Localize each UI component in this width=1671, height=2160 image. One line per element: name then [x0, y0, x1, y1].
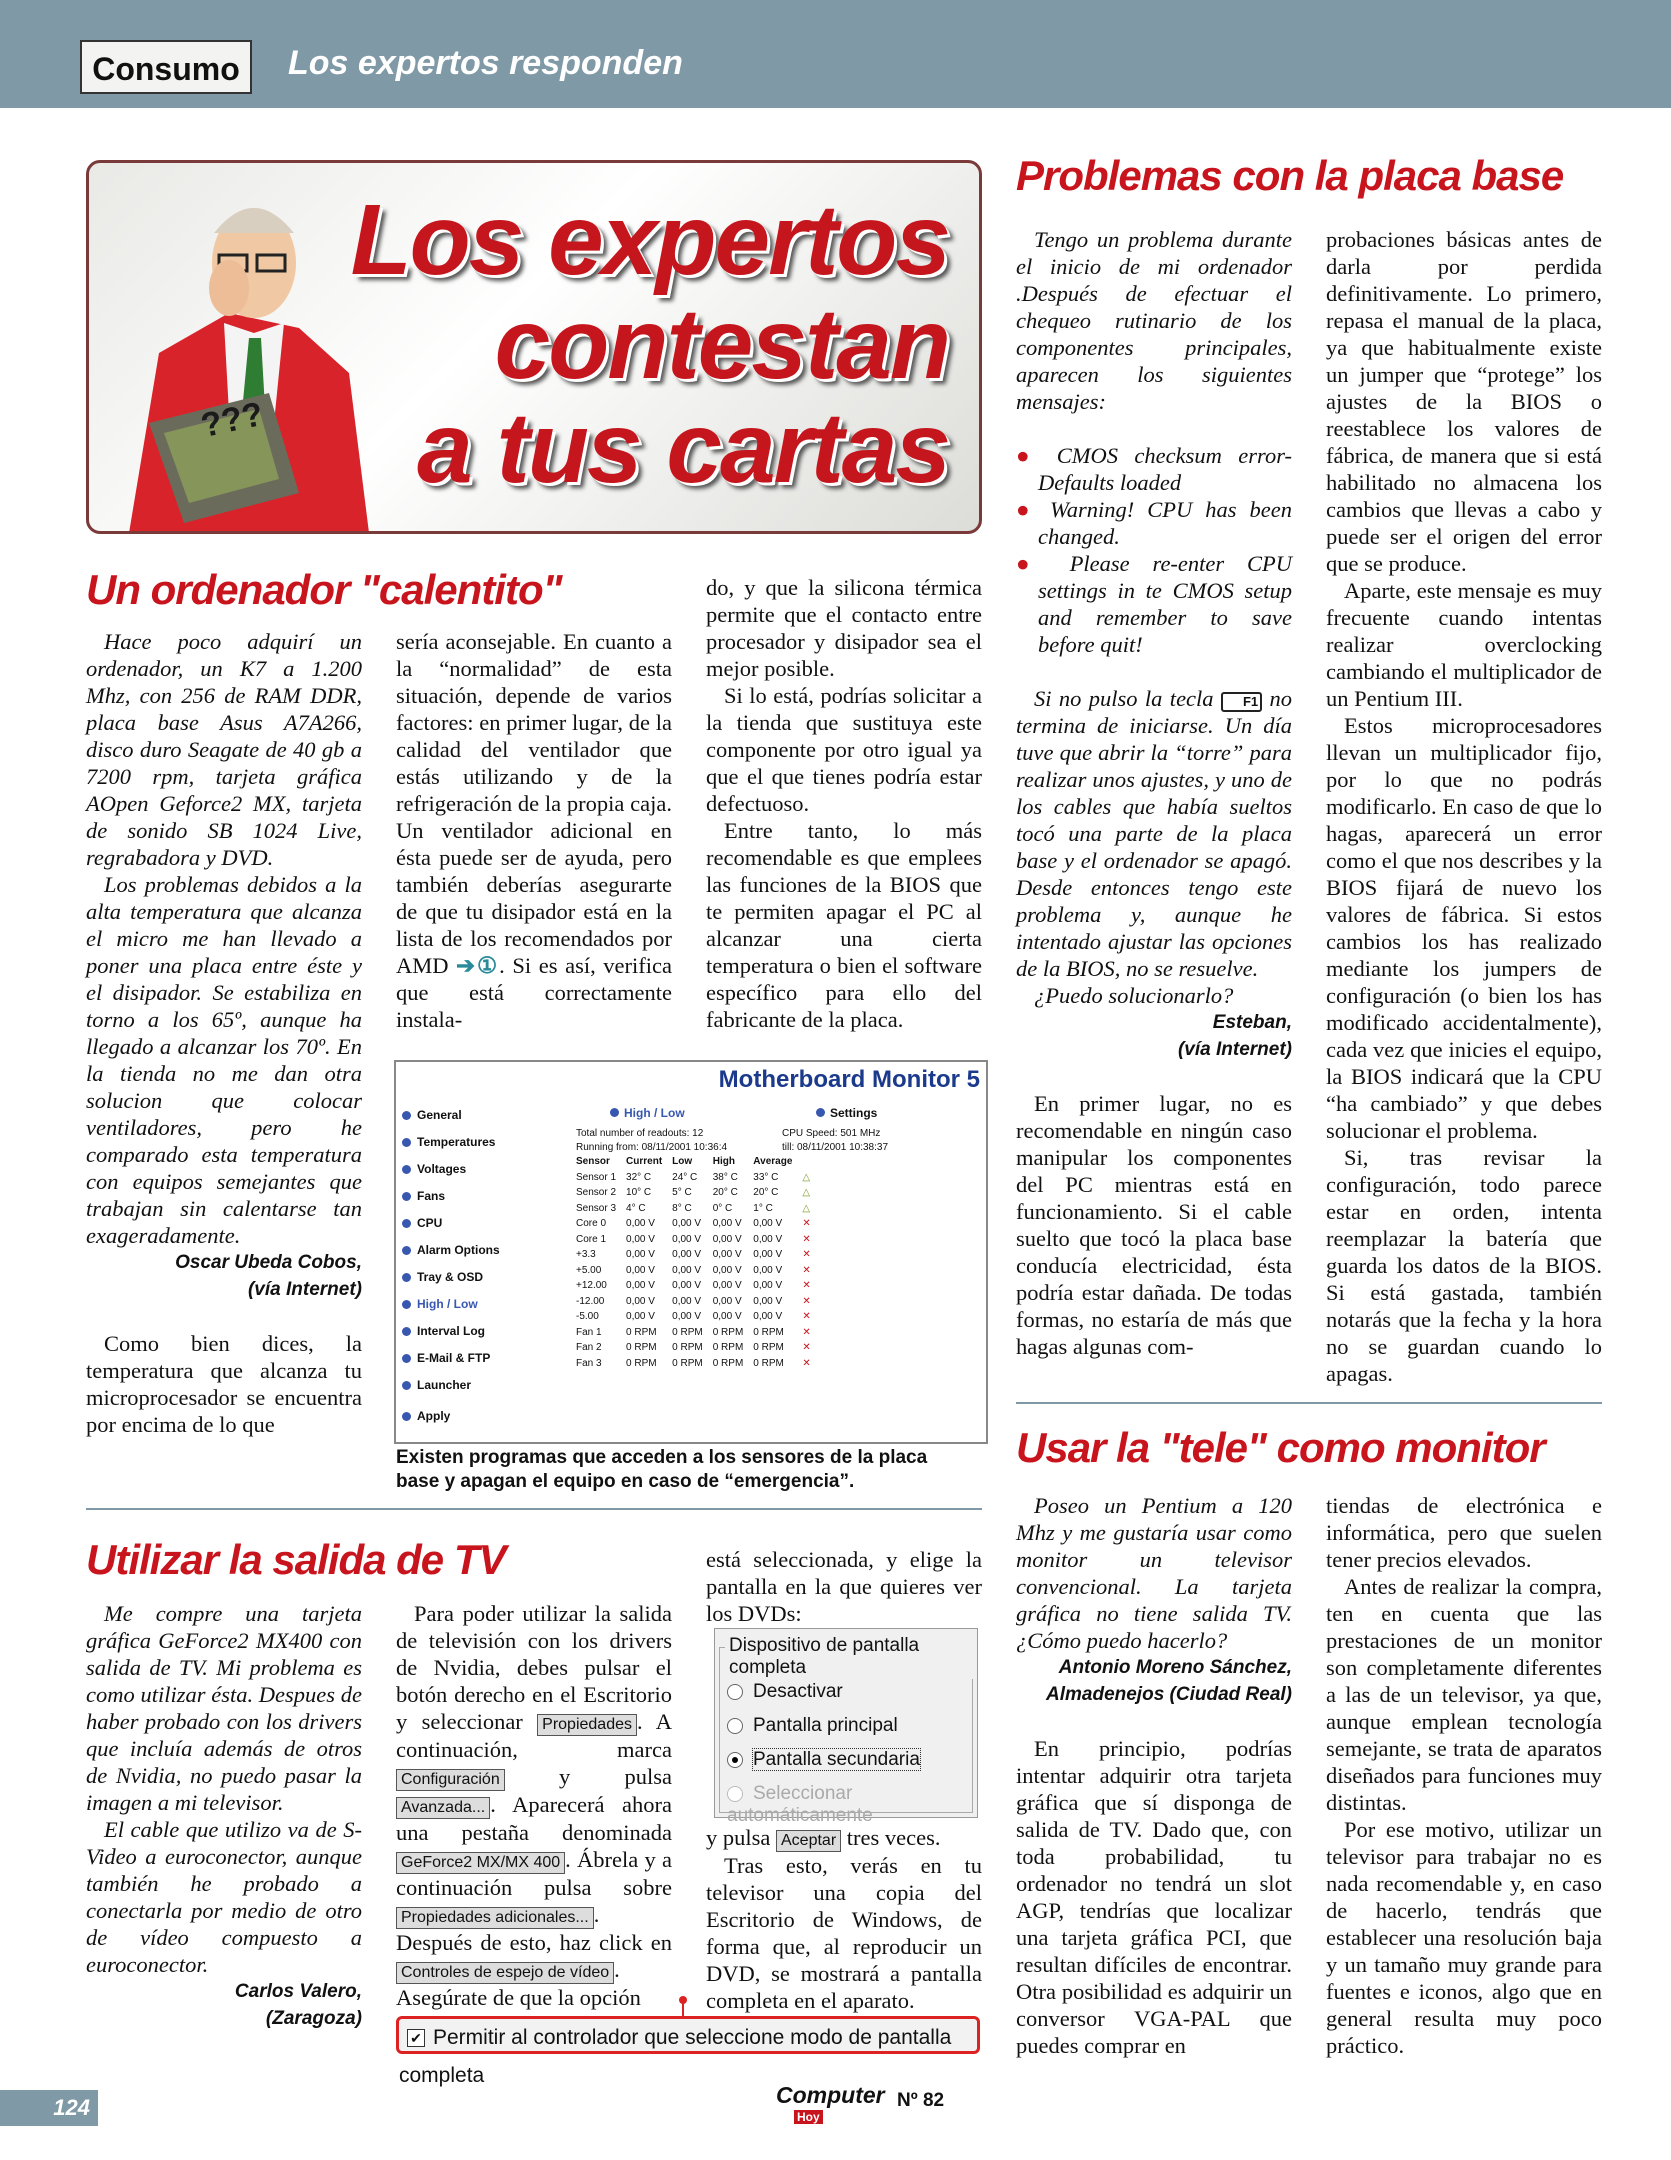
article3-letter-p1: Tengo un problema durante el inicio de mi ordenador .Después de efectuar el chequeo rutinario de los componentes principales, aparecen los siguientes mensajes:: [1016, 227, 1292, 414]
mbm-menu: [402, 1102, 500, 1430]
article1-title: Un ordenador "calentito": [86, 566, 562, 613]
configuracion-tab[interactable]: Configuración: [396, 1769, 505, 1791]
mbm-table-cell: 0 RPM: [672, 1342, 703, 1354]
article1-col3: [706, 574, 982, 1033]
mbm-table-cell: 0,00 V: [753, 1233, 783, 1245]
mbm-table-cell: 0,00 V: [672, 1233, 702, 1245]
mbm-table-cell: Sensor 3: [576, 1202, 617, 1214]
article3-answer-c1: En primer lugar, no es recomendable en ningún caso manipular los componentes del PC mientras está en funcionamiento. Si el cable suelto que tocó la placa base conducía electricidad, ésta podría estar dañada. De todas formas, no estaría de más que hagas algunas com-: [1016, 1091, 1292, 1359]
radio-pantalla-secundaria[interactable]: Pantalla secundaria: [727, 1749, 920, 1771]
mbm-table-cell: 0,00 V: [626, 1280, 655, 1292]
mbm-table-cell: 0 RPM: [712, 1342, 744, 1354]
article1-signature-place: (vía Internet): [247, 1279, 362, 1300]
mbm-menu-item[interactable]: Interval Log: [402, 1318, 500, 1345]
article1-answer-c3b: Si lo está, podrías solicitar a la tienda que sustituya este componente por otro igual ya que el que tienes podría estar defectuoso.: [706, 683, 982, 816]
mbm-column-header: Current: [626, 1156, 663, 1168]
magazine-logo: Computer: [776, 2082, 885, 2108]
banner: [86, 160, 982, 534]
mbm-table-cell: +12.00: [576, 1280, 607, 1292]
mbm-table-row: [576, 1201, 821, 1217]
radio-desactivar[interactable]: Desactivar: [727, 1681, 843, 1703]
mbm-menu-item[interactable]: Temperatures: [402, 1129, 500, 1156]
mbm-table-cell: 32° C: [626, 1171, 652, 1183]
article3-answer-c2b: Aparte, este mensaje es muy frecuente cuando intentas realizar overclocking cambiando el multiplicador de un Pentium III.: [1326, 578, 1602, 711]
mbm-table-row: [576, 1232, 821, 1248]
article4-letter: Poseo un Pentium a 120 Mhz y me gustaría usar como monitor un televisor convencional. La tarjeta gráfica no tiene salida TV. ¿Cómo puedo hacerlo?: [1016, 1493, 1292, 1653]
allow-driver-checkbox-bar[interactable]: [396, 2016, 980, 2087]
mbm-table-cell: 0,00 V: [753, 1264, 783, 1276]
mbm-table-row: [576, 1294, 821, 1310]
article4-answer-c1: En principio, podrías intentar adquirir otra tarjeta gráfica que sí disponga de salida de TV. Dado que, con toda probabilidad, tu ordenador no tendrá un slot AGP, tendrías que localizar una tarjeta gráfica PCI, que resultan difíciles de encontrar. Otra posibilidad es adquirir un conversor VGA-PAL que puedes comprar en: [1016, 1736, 1292, 2058]
article3-answer-c2d: Si, tras revisar la configuración, todo parece estar en orden, intenta reemplazar la batería que guarda los datos de la BIOS. Si está gastada, también notarás que la fecha y la hora no se guardan cuando lo apagas.: [1326, 1145, 1602, 1386]
alarm-icon: ✕: [802, 1249, 811, 1261]
banner-line-3: a tus cartas: [417, 392, 949, 504]
mbm-table-cell: Sensor 2: [576, 1187, 617, 1199]
article1-col1: [86, 628, 362, 1438]
mbm-table-cell: Core 0: [576, 1218, 607, 1230]
alarm-icon: ✕: [802, 1295, 811, 1307]
controles-espejo-button[interactable]: Controles de espejo de vídeo: [396, 1962, 614, 1984]
mbm-table-cell: 0,00 V: [672, 1280, 702, 1292]
alarm-icon: ✕: [802, 1280, 811, 1292]
warning-triangle-icon: △: [802, 1187, 811, 1199]
mbm-title: Motherboard Monitor 5: [718, 1066, 980, 1093]
checkbox-icon[interactable]: ✔: [407, 2029, 425, 2047]
article3-answer-c2c: Estos microprocesadores llevan un multiplicador fijo, por lo que no podrás modificarlo. En caso de que lo hagas, aparecerá un error como el que nos describes y la BIOS fijará de nuevo los valores de fábrica. Si estos cambios los has realizado mediante los jumpers de configuración (o bien los has modificado accidentalmente), cada vez que inicies el equipo, la BIOS indicará que la CPU “ha cambiado” y que debes solucionar el problema.: [1326, 713, 1602, 1143]
article3-bullets: [1016, 442, 1292, 658]
mbm-table-cell: 0,00 V: [626, 1249, 655, 1261]
mbm-table-row: [576, 1263, 821, 1279]
mbm-table-cell: 0,00 V: [753, 1280, 783, 1292]
article4-col1: [1016, 1492, 1292, 2059]
propiedades-button[interactable]: Propiedades: [537, 1714, 637, 1736]
dialog-legend: Dispositivo de pantalla completa: [725, 1635, 977, 1679]
mbm-table-cell: 0,00 V: [626, 1233, 655, 1245]
alarm-icon: ✕: [802, 1326, 811, 1338]
article1-answer-c2a: sería aconsejable. En cuanto a la “normalidad” de esta situación, depende de varios factores: en primer lugar, de la calidad del ventilador que estás utilizando y de la refrigeración de la propia caja. Un ventilador adicional en ésta puede ser de ayuda, pero también deberías asegurarte de que tu disipador está en la lista de los recomendados por AMD: [396, 629, 672, 978]
alarm-icon: ✕: [802, 1218, 811, 1230]
article3-answer-c2a: probaciones básicas antes de darla por perdida definitivamente. Lo primero, repasa el manual de la placa, ya que habitualmente existe un jumper que “protege” los ajustes de la BIOS o reestablece los valores de fábrica, de manera que si está habilitado no almacena los cambios que llevas a cabo y puede ser el origen del error que se produce.: [1326, 227, 1602, 576]
mbm-menu-item[interactable]: Tray & OSD: [402, 1264, 500, 1291]
mbm-table-cell: 0,00 V: [712, 1264, 742, 1276]
article1-signature-name: Oscar Ubeda Cobos,: [175, 1252, 362, 1273]
reference-arrow-icon: ➔①: [456, 953, 500, 978]
article1-answer-c3a: do, y que la silicona térmica permite que el contacto entre procesador y disipador sea el mejor posible.: [706, 575, 982, 681]
mbm-sensor-table: [576, 1154, 821, 1371]
mbm-caption: Existen programas que acceden a los sensores de la placa base y apagan el equipo en caso de “emergencia”.: [396, 1447, 928, 1492]
mbm-table-header: [576, 1154, 821, 1170]
mbm-table-cell: 0,00 V: [753, 1218, 783, 1230]
article1-answer-c3c: Entre tanto, lo más recomendable es que emplees las funciones de la BIOS que te permiten apagar el PC al alcanzar una cierta temperatura o bien el software específico para ello del fabricante de la placa.: [706, 818, 982, 1032]
mbm-table-cell: -12.00: [576, 1295, 605, 1307]
article4-signature-name: Antonio Moreno Sánchez,: [1058, 1657, 1292, 1678]
mbm-menu-item[interactable]: High / Low: [402, 1291, 500, 1318]
mbm-menu-item[interactable]: E-Mail & FTP: [402, 1345, 500, 1372]
mbm-table-cell: 0 RPM: [626, 1357, 657, 1369]
alarm-icon: ✕: [802, 1233, 811, 1245]
mbm-table-row: [576, 1170, 821, 1186]
radio-pantalla-principal[interactable]: Pantalla principal: [727, 1715, 898, 1737]
mbm-till: till: 08/11/2001 10:38:37: [782, 1142, 889, 1153]
mbm-table-cell: 0,00 V: [626, 1295, 655, 1307]
article2-title: Utilizar la salida de TV: [86, 1536, 506, 1583]
article3-col2: [1326, 226, 1602, 1387]
mbm-table-cell: 20° C: [712, 1187, 738, 1199]
geforce-tab[interactable]: GeForce2 MX/MX 400: [396, 1852, 565, 1874]
mbm-table-cell: Fan 3: [576, 1357, 602, 1369]
article2-letter-p2: El cable que utilizo va de S-Video a euroconector, aunque también he probado a conectarla por medio de otro de vídeo compuesto a euroconector.: [86, 1817, 362, 1977]
mbm-table-cell: Sensor 1: [576, 1171, 617, 1183]
mbm-cpu-speed: CPU Speed: 501 MHz: [782, 1128, 881, 1139]
mbm-table-cell: 0,00 V: [712, 1280, 742, 1292]
article3-title: Problemas con la placa base: [1016, 152, 1564, 199]
page-number: 124: [0, 2090, 98, 2126]
mbm-table-cell: 8° C: [672, 1202, 692, 1214]
propiedades-adicionales-button[interactable]: Propiedades adicionales...: [396, 1907, 594, 1929]
article4-answer-c2c: Por ese motivo, utilizar un televisor para trabajar no es nada recomendable y, en caso de hacerlo, tendrás que establecer una resolución baja y un tamaño muy grande para fuentes e iconos, algo que en general resulta muy poco práctico.: [1326, 1817, 1602, 2058]
mbm-table-cell: +3.3: [576, 1249, 596, 1261]
article4-answer-c2a: tiendas de electrónica e informática, pero que suelen tener precios elevados.: [1326, 1493, 1602, 1572]
mbm-table-row: [576, 1185, 821, 1201]
mbm-table-cell: 0,00 V: [672, 1218, 702, 1230]
mbm-menu-item[interactable]: Launcher: [402, 1372, 500, 1399]
article1-letter-p2: Los problemas debidos a la alta temperatura que alcanza el micro me han llevado a poner una placa entre éste y el disipador. Se estabiliza en torno a los 65º, aunque ha llegado a alcanzar los 70º. En la tienda no me dan otra solucion que colocar ventiladores, pero he comparado esta temperatura con equipos semejantes que trabajan sin calentarse tan exageradamente.: [86, 872, 362, 1248]
mbm-table-cell: 0 RPM: [672, 1357, 703, 1369]
article2-c3-t4: Tras esto, verás en tu televisor una copia del Escritorio de Windows, de forma que, al reproducir un DVD, se mostrará a pantalla completa en el aparato.: [706, 1853, 982, 2013]
bullet-item: ● Please re-enter CPU settings in te CMOS setup and remember to save before quit!: [1016, 551, 1293, 657]
article2-col3b: y pulsa Aceptar tres veces. Tras esto, verás en tu televisor una copia del Escritorio de Windows, de forma que, al reproducir un DVD, se mostrará a pantalla completa en el aparato.: [706, 1825, 982, 2013]
mbm-table-cell: 0,00 V: [672, 1264, 702, 1276]
article4-signature-place: Almadenejos (Ciudad Real): [1046, 1684, 1292, 1705]
mbm-table-cell: 0,00 V: [712, 1233, 742, 1245]
checkbox-label: Permitir al controlador que seleccione modo de pantalla completa: [399, 2026, 952, 2087]
article1-answer-c2b: . Si es así, verifica que está correctamente instala-: [396, 953, 673, 1032]
article4-answer-c2b: Antes de realizar la compra, ten en cuenta que las prestaciones de un monitor son completamente diferentes a las de un televisor, ya que, aunque emplean tecnología semejante, se trata de aparatos diseñados para funciones muy distintas.: [1326, 1574, 1602, 1815]
mbm-table-cell: 0 RPM: [753, 1357, 784, 1369]
mbm-column-header: Average: [753, 1156, 793, 1168]
mbm-table-row: [576, 1309, 821, 1325]
mbm-table-cell: 20° C: [753, 1187, 779, 1199]
mbm-table-cell: Fan 2: [576, 1342, 602, 1354]
mbm-table-cell: 5° C: [672, 1187, 692, 1199]
mbm-table-row: [576, 1247, 821, 1263]
article2-letter-p1: Me compre una tarjeta gráfica GeForce2 MX400 con salida de TV. Mi problema es como utilizar ésta. Despues de haber probado con los drivers que incluía además de otros de Nvidia, no puedo pasar la imagen a mi televisor.: [86, 1601, 362, 1815]
bullet-item: ● CMOS checksum error-Defaults loaded: [1016, 443, 1292, 495]
mbm-table-cell: 0 RPM: [712, 1357, 744, 1369]
mbm-table-cell: 38° C: [712, 1171, 738, 1183]
mbm-table-cell: 0,00 V: [753, 1249, 783, 1261]
mbm-table-cell: 0,00 V: [626, 1264, 655, 1276]
article4-col2: [1326, 1492, 1602, 2059]
mbm-table-cell: 24° C: [672, 1171, 698, 1183]
mbm-table-cell: 0,00 V: [712, 1218, 742, 1230]
mbm-table-cell: 0,00 V: [753, 1295, 783, 1307]
alarm-icon: ✕: [802, 1342, 811, 1354]
article3-letter-p3: ¿Puedo solucionarlo?: [1034, 983, 1234, 1008]
mbm-table-row: [576, 1340, 821, 1356]
alarm-icon: ✕: [802, 1357, 811, 1369]
article2-col3: [706, 1546, 982, 1627]
section-title: Los expertos responden: [288, 44, 683, 82]
mbm-table-cell: 0,00 V: [626, 1311, 655, 1323]
mbm-table-cell: 0,00 V: [712, 1295, 742, 1307]
issue-number: Nº 82: [897, 2090, 945, 2111]
mbm-column-header: High: [712, 1156, 735, 1168]
mbm-table-cell: 0 RPM: [753, 1326, 784, 1338]
banner-line-2: contestan: [494, 288, 949, 400]
mbm-table-row: [576, 1216, 821, 1232]
mbm-tab-settings[interactable]: Settings: [816, 1106, 877, 1120]
avanzada-button[interactable]: Avanzada...: [396, 1797, 490, 1819]
article3-signature-place: (vía Internet): [1177, 1039, 1292, 1060]
alarm-icon: ✕: [802, 1311, 811, 1323]
mbm-table-cell: 4° C: [626, 1202, 646, 1214]
alarm-icon: ✕: [802, 1264, 811, 1276]
mbm-table-row: [576, 1356, 821, 1372]
divider: [86, 1508, 982, 1510]
article2-col2: Para poder utilizar la salida de televisión con los drivers de Nvidia, debes pulsar el botón derecho en el Escritorio y seleccionar Propiedades . A continuación, marca Configuración y pulsa Avanzada... . Aparecerá ahora una pestaña denominada GeForce2 MX/MX 400 . Ábrela y a continuación pulsa sobre Propiedades adicionales... . Después de esto, haz click en Controles de espejo de vídeo . Asegúrate de que la opción: [396, 1601, 673, 2010]
article1-letter-p1: Hace poco adquirí un ordenador, un K7 a 1.200 Mhz, con 256 de RAM DDR, placa base Asus A7A266, disco duro Seagate de 40 gb a 7200 rpm, tarjeta gráfica AOpen Geforce2 MX, tarjeta de sonido SB 1024 Live, regrabadora y DVD.: [86, 629, 362, 870]
radio-seleccionar-auto[interactable]: Seleccionar automáticamente: [727, 1783, 873, 1826]
article2-col1: [86, 1600, 362, 2032]
fullscreen-device-dialog: [714, 1628, 978, 1826]
callout-line: [682, 2002, 684, 2018]
mbm-table-cell: 0,00 V: [672, 1249, 702, 1261]
mbm-table-cell: 0° C: [712, 1202, 733, 1214]
mbm-table-cell: 0 RPM: [626, 1326, 657, 1338]
expert-illustration: [89, 163, 389, 533]
mbm-table-cell: 1° C: [753, 1202, 773, 1214]
mbm-menu-item[interactable]: Fans: [402, 1183, 500, 1210]
article2-signature-place: (Zaragoza): [265, 2008, 362, 2029]
article2-signature-name: Carlos Valero,: [234, 1981, 362, 2002]
article3-col1: Tengo un problema durante el inicio de mi ordenador .Después de efectuar el chequeo rutinario de los componentes principales, aparecen los siguientes mensajes: ● CMOS checksum error-Defaults loaded ● Warning! CPU has been changed. ● Please re-enter CPU settings in te CMOS setup and remember to save before quit! Si no pulso la tecla F1 no termina de iniciarse. Un día tuve que abrir la “torre” para realizar unos ajustes, y uno de los cables que había sueltos tocó una parte de la placa base y el ordenador se apagó. Desde entonces tengo este problema y, aunque he intentado ajustar las opciones de la BIOS, no se resuelve. ¿Puedo solucionarlo? Esteban, (vía Internet) En primer lugar, no es recomendable en ningún caso manipular los componentes del PC mientras está en funcionamiento. Si el cable suelto que tocó la placa base conducía electricidad, ésta podría estar dañada. De todas formas, no estaría de más que hagas algunas com-: [1016, 227, 1293, 1359]
article2-text: Para poder utilizar la salida de televisión con los drivers de Nvidia, debes pulsar el botón derecho en el Escritorio y seleccionar: [396, 1601, 672, 1734]
article1-answer-c1: Como bien dices, la temperatura que alcanza tu microprocesador se encuentra por encima de lo que: [86, 1331, 362, 1437]
article2-c3-t1: está seleccionada, y elige la pantalla en la que quieres ver los DVDs:: [706, 1547, 982, 1626]
mbm-table-cell: +5.00: [576, 1264, 602, 1276]
mbm-table-cell: 10° C: [626, 1187, 652, 1199]
mbm-table-cell: 0,00 V: [626, 1218, 655, 1230]
mbm-table-cell: Core 1: [576, 1233, 607, 1245]
mbm-menu-item[interactable]: Voltages: [402, 1156, 500, 1183]
mbm-table-row: [576, 1325, 821, 1341]
article3-signature-name: Esteban,: [1212, 1012, 1292, 1033]
aceptar-button[interactable]: Aceptar: [776, 1830, 841, 1852]
mbm-table-cell: 0 RPM: [626, 1342, 657, 1354]
bullet-item: ● Warning! CPU has been changed.: [1016, 497, 1293, 549]
banner-line-1: Los expertos: [350, 184, 949, 296]
mbm-table-cell: 0,00 V: [753, 1311, 783, 1323]
f1-key-icon: F1: [1221, 692, 1262, 712]
mbm-menu-item[interactable]: Alarm Options: [402, 1237, 500, 1264]
mbm-readouts: Total number of readouts: 12: [576, 1128, 704, 1139]
mbm-column-header: Sensor: [576, 1156, 610, 1168]
article1-col2: [396, 628, 672, 1033]
mbm-menu-item[interactable]: CPU: [402, 1210, 500, 1237]
mbm-table-cell: 0,00 V: [672, 1311, 702, 1323]
mbm-table-cell: 0,00 V: [712, 1311, 742, 1323]
mbm-table-cell: 33° C: [753, 1171, 779, 1183]
section-label: Consumo: [80, 40, 252, 94]
laptop-screen-text: ???: [197, 394, 267, 446]
mbm-tab-highlow[interactable]: High / Low: [610, 1106, 685, 1120]
motherboard-monitor-window: [394, 1060, 988, 1444]
mbm-apply-button[interactable]: Apply: [402, 1403, 500, 1430]
mbm-table-cell: 0,00 V: [712, 1249, 742, 1261]
divider: [1016, 1402, 1602, 1404]
mbm-table-cell: 0,00 V: [672, 1295, 702, 1307]
mbm-table-cell: 0 RPM: [753, 1342, 784, 1354]
warning-triangle-icon: △: [802, 1202, 811, 1214]
mbm-menu-item[interactable]: General: [402, 1102, 500, 1129]
mbm-table-cell: -5.00: [576, 1311, 599, 1323]
warning-triangle-icon: △: [802, 1171, 811, 1183]
mbm-table-cell: Fan 1: [576, 1326, 602, 1338]
mbm-table-cell: 0 RPM: [712, 1326, 744, 1338]
mbm-table-row: [576, 1278, 821, 1294]
mbm-column-header: Low: [672, 1156, 693, 1168]
article4-title: Usar la "tele" como monitor: [1016, 1424, 1545, 1471]
mbm-running-from: Running from: 08/11/2001 10:36:4: [576, 1142, 728, 1153]
mbm-table-cell: 0 RPM: [672, 1326, 703, 1338]
magazine-logo-sub: Hoy: [794, 2110, 823, 2124]
